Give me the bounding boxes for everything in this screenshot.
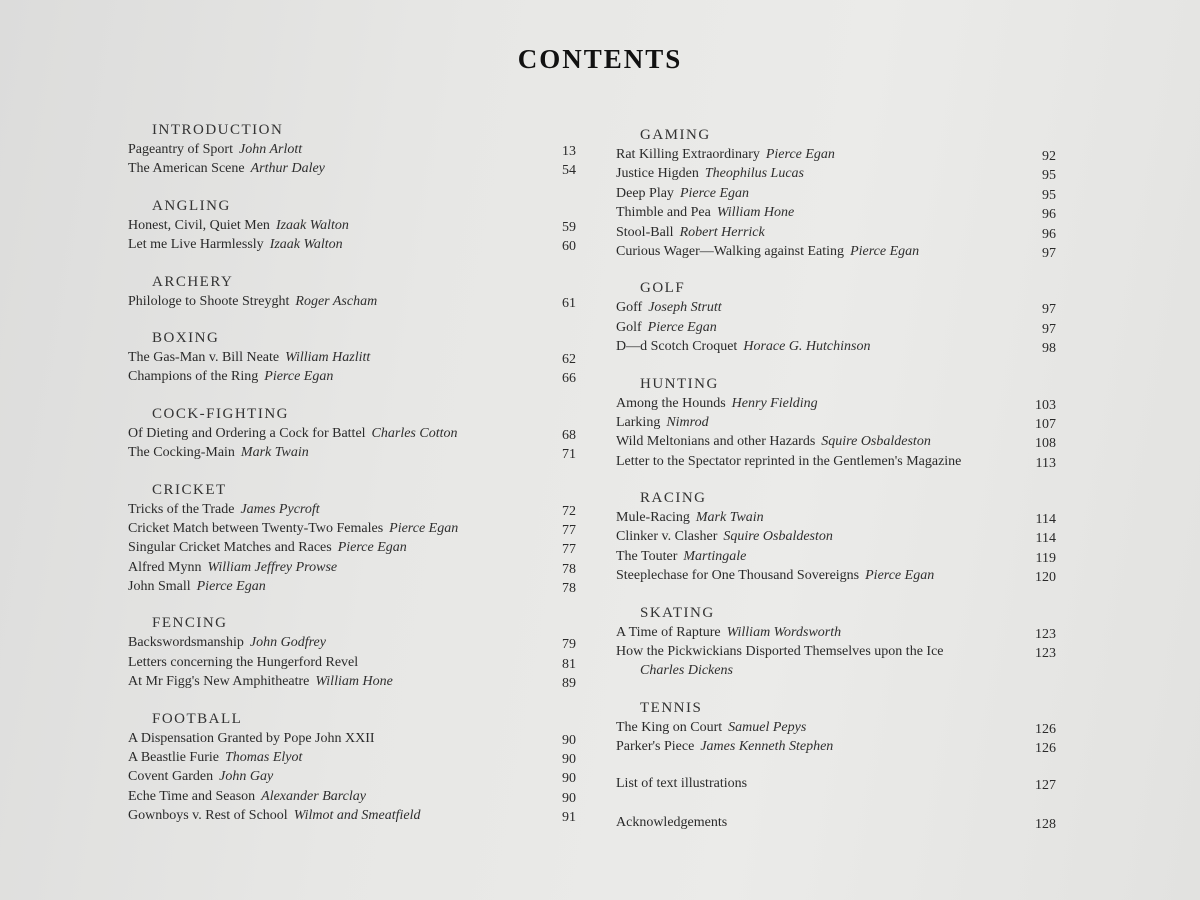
page-number: 114 [1035,531,1056,547]
contents-entry[interactable] [128,159,576,178]
page-number: 126 [1035,741,1056,757]
section-heading: HUNTING [640,375,719,392]
entry-author: Pierce Egan [337,540,407,556]
entry-author: Izaak Walton [275,217,349,233]
page-number: 77 [562,522,576,538]
contents-entry[interactable] [128,633,576,652]
entry-author: Pierce Egan [765,147,835,162]
contents-entry[interactable] [128,672,576,691]
page-number: 89 [562,676,576,692]
contents-entry[interactable] [616,318,1056,337]
entry-author: Wilmot and Smeatfield [293,808,421,824]
entry-author: Charles Dickens [640,663,733,679]
page-number: 91 [562,810,576,826]
page-number: 81 [562,656,576,672]
page-number: 120 [1035,570,1056,586]
entry-author: Theophilus Lucas [704,166,805,182]
entry-author: Nimrod [666,414,709,430]
contents-entry[interactable] [616,623,1056,642]
contents-left-column [128,120,576,843]
contents-entry[interactable] [616,298,1056,317]
section-racing [616,488,1056,586]
contents-entry[interactable] [616,718,1056,737]
entry-title: The Touter [616,548,678,564]
entry-author: Mark Twain [695,510,764,526]
contents-entry[interactable] [128,558,576,577]
entry-author: Pierce Egan [264,369,334,385]
contents-entry[interactable] [128,443,576,462]
entry-title: List of text illustrations [616,775,748,791]
page-number: 95 [1042,168,1056,184]
contents-entry[interactable] [128,140,576,159]
section-heading: ANGLING [152,197,231,214]
entry-title: Golf [616,319,642,335]
entry-author: Pierce Egan [196,579,266,595]
entry-title: Backswordsmanship [128,635,244,651]
entry-author: Squire Osbaldeston [723,529,833,545]
entry-author: John Gay [219,769,274,785]
entry-title: Philologe to Shoote Streyght [128,293,290,309]
contents-entry[interactable] [128,577,576,596]
contents-entry[interactable] [128,787,576,806]
entry-title: Goff [616,300,643,316]
entry-title: Stool-Ball [616,224,674,240]
entry-author: William Hone [315,674,393,690]
entry-title: Singular Cricket Matches and Races [128,540,332,556]
entry-title: Among the Hounds [616,395,726,411]
entry-title: Justice Higden [616,166,699,182]
page-number: 107 [1035,416,1056,432]
contents-entry[interactable] [128,767,576,786]
page-number: 114 [1035,512,1056,528]
page-number: 78 [562,561,576,577]
section-golf [616,278,1056,356]
contents-entry[interactable] [128,292,576,311]
page-number: 13 [562,144,576,159]
page-number: 92 [1042,149,1056,164]
entry-title: Covent Garden [128,769,214,785]
section-heading: TENNIS [640,699,703,716]
page-number: 97 [1042,321,1056,337]
entry-author: Charles Cotton [371,425,458,441]
contents-entry[interactable] [128,748,576,767]
section-hunting [616,374,1056,472]
section-heading: FOOTBALL [152,710,243,727]
section-introduction [128,120,576,179]
entry-title: Steeplechase for One Thousand Sovereigns [616,568,860,584]
contents-entry[interactable] [616,242,1056,261]
page-number: 97 [1042,302,1056,318]
entry-title: The Cocking-Main [128,445,235,461]
section-heading: RACING [640,490,707,507]
entry-author: Mark Twain [240,445,309,461]
contents-entry[interactable] [616,661,1056,680]
section-heading: GAMING [640,127,711,143]
entry-author: Pierce Egan [647,319,717,335]
entry-author: Roger Ascham [295,293,378,309]
contents-entry[interactable] [616,337,1056,356]
page-number: 97 [1042,245,1056,261]
entry-title: Mule-Racing [616,510,690,526]
contents-entry[interactable] [128,500,576,519]
page-number: 78 [562,581,576,597]
page-number: 123 [1035,646,1056,662]
entry-title: Thimble and Pea [616,205,711,221]
entry-author: Horace G. Hutchinson [743,339,871,355]
entry-author: Robert Herrick [679,224,765,240]
entry-title: Curious Wager—Walking against Eating [616,243,845,259]
page-number: 90 [562,790,576,806]
entry-title: Of Dieting and Ordering a Cock for Battel [128,425,366,441]
entry-title: How the Pickwickians Disported Themselves upon the Ice [616,644,944,660]
entry-title: Honest, Civil, Quiet Men [128,217,270,233]
entry-title: Let me Live Harmlessly [128,237,264,253]
page-number: 113 [1035,455,1056,471]
page-number: 103 [1035,397,1056,413]
entry-author: Pierce Egan [850,243,920,259]
contents-entry[interactable] [616,394,1056,413]
page-number: 62 [562,351,576,367]
contents-entry[interactable] [616,145,1056,164]
entry-author: Pierce Egan [679,185,750,201]
entry-author: Henry Fielding [731,395,818,411]
entry-author: William Wordsworth [726,624,842,640]
page-number: 71 [562,447,576,463]
entry-author: John Arlott [238,142,303,157]
section-gaming [616,125,1056,261]
page-number: 90 [562,732,576,748]
contents-entry[interactable] [128,538,576,557]
contents-entry[interactable] [616,527,1056,546]
entry-title: Champions of the Ring [128,369,259,385]
entry-title: Eche Time and Season [128,788,256,804]
contents-entry[interactable] [128,367,576,386]
entry-title: Alfred Mynn [128,559,202,575]
entry-title: The Gas-Man v. Bill Neate [128,349,280,365]
contents-entry[interactable] [616,774,1056,793]
entry-author: Squire Osbaldeston [821,434,931,450]
contents-entry[interactable] [128,519,576,538]
section-cock-fighting [128,404,576,463]
entry-author: John Godfrey [249,635,326,651]
contents-entry[interactable] [128,235,576,254]
entry-author: James Kenneth Stephen [700,739,834,755]
entry-title: Cricket Match between Twenty-Two Females [128,520,384,536]
entry-author: Martingale [683,548,747,564]
contents-entry[interactable] [128,216,576,235]
entry-author: William Hone [716,205,795,221]
contents-right-column [616,125,1056,832]
page-number: 108 [1035,436,1056,452]
page-number: 90 [562,752,576,768]
entry-author: James Pycroft [240,501,320,517]
section-heading: COCK-FIGHTING [152,405,289,422]
section-tennis [616,698,1056,757]
entry-title: Gownboys v. Rest of School [128,808,288,824]
entry-title: Larking [616,414,661,430]
contents-entry[interactable] [616,452,1056,471]
section-boxing [128,328,576,387]
page-title: CONTENTS [517,44,683,74]
contents-entry[interactable] [128,424,576,443]
section-football [128,709,576,826]
contents-entry[interactable] [128,729,576,748]
entry-title: Letter to the Spectator reprinted in the Gentlemen's Magazine [616,453,962,469]
entry-title: Deep Play [616,185,674,201]
page-number: 98 [1042,341,1056,357]
contents-entry[interactable] [128,653,576,672]
section-heading: CRICKET [152,481,227,498]
contents-entry[interactable] [616,642,1056,661]
section-heading: SKATING [640,604,715,621]
page-number: 90 [562,771,576,787]
entry-author: Alexander Barclay [261,788,366,804]
section-archery [128,272,576,311]
entry-author: William Hazlitt [285,349,371,365]
contents-entry[interactable] [616,813,1056,832]
page-number: 61 [562,295,576,311]
entry-title: Pageantry of Sport [128,142,233,157]
page-number: 95 [1042,187,1056,203]
contents-entry[interactable] [128,348,576,367]
contents-entry[interactable] [616,184,1056,203]
contents-extra-acknowledgements [616,813,1056,832]
entry-title: At Mr Figg's New Amphitheatre [128,674,310,690]
contents-entry[interactable] [616,223,1056,242]
entry-author: Thomas Elyot [225,750,303,766]
section-angling [128,196,576,255]
page-number: 72 [562,503,576,519]
contents-entry[interactable] [616,203,1056,222]
section-heading: BOXING [152,329,220,346]
section-heading: GOLF [640,280,686,297]
page-number: 54 [562,163,576,179]
section-fencing [128,613,576,691]
entry-title: Parker's Piece [616,739,695,755]
contents-entry[interactable] [616,432,1056,451]
entry-title: Tricks of the Trade [128,501,235,517]
page-number: 119 [1035,550,1056,566]
page-number: 128 [1035,816,1056,832]
page-number: 59 [562,219,576,235]
entry-title: John Small [128,579,191,595]
contents-entry[interactable] [616,566,1056,585]
entry-author: Pierce Egan [389,520,459,536]
entry-title: Wild Meltonians and other Hazards [616,434,816,450]
page-number: 66 [562,371,576,387]
contents-entry[interactable] [616,164,1056,183]
page-number: 127 [1035,777,1056,793]
entry-title: D—d Scotch Croquet [616,339,738,355]
contents-entry[interactable] [616,547,1056,566]
page-number: 126 [1035,721,1056,737]
page-number: 79 [562,637,576,653]
entry-title: A Time of Rapture [616,624,721,640]
section-heading: ARCHERY [152,273,234,290]
section-heading: FENCING [152,615,228,632]
section-heading: INTRODUCTION [152,122,284,138]
entry-title: The American Scene [128,161,245,177]
section-cricket [128,480,576,597]
page-number: 96 [1042,226,1056,242]
entry-title: Letters concerning the Hungerford Revel [128,654,359,670]
entry-title: Acknowledgements [616,814,728,830]
section-skating [616,603,1056,681]
page-number: 77 [562,542,576,558]
entry-author: Joseph Strutt [648,300,722,316]
contents-entry[interactable] [616,737,1056,756]
contents-extra-list-of-text-illustrations [616,774,1056,793]
page-number: 68 [562,427,576,443]
contents-entry[interactable] [128,806,576,825]
page-number: 96 [1042,207,1056,223]
entry-title: Clinker v. Clasher [616,529,718,545]
entry-title: Rat Killing Extraordinary [616,147,760,162]
entry-author: Izaak Walton [269,237,343,253]
entry-title: A Dispensation Granted by Pope John XXII [128,730,375,746]
entry-author: Arthur Daley [250,161,325,177]
contents-entry[interactable] [616,413,1056,432]
entry-author: Samuel Pepys [728,719,807,735]
entry-title: A Beastlie Furie [128,750,219,766]
entry-author: William Jeffrey Prowse [207,559,338,575]
entry-title: The King on Court [616,719,723,735]
entry-author: Pierce Egan [865,568,935,584]
page-number: 60 [562,239,576,255]
contents-entry[interactable] [616,508,1056,527]
page-number: 123 [1035,626,1056,642]
